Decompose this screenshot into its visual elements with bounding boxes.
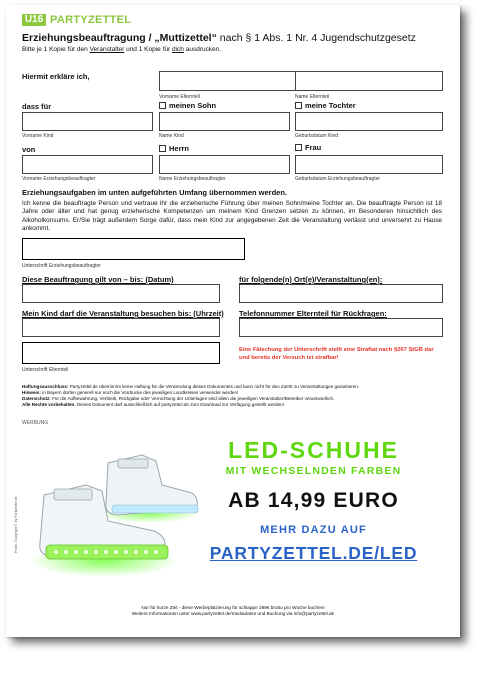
legal-disclaimer: Haftungsausschluss: Partyzettel.de übernimmt keine Haftung für die Verwendung dieses Dokumentes und kann nicht für den Zutritt zu Veranstaltungen garantieren. [22, 384, 360, 389]
document-page [6, 5, 460, 637]
ad-price: AB 14,99 EURO [228, 489, 399, 512]
photo-credit: Photo: Copyright © by Partyzettel.de [14, 496, 18, 553]
guardian-firstname-field[interactable] [22, 155, 153, 174]
child-lastname-field[interactable] [159, 112, 290, 131]
logo-badge: U16 [22, 14, 46, 26]
parent-lastname-caption: Name Elternteil [295, 94, 330, 100]
visit-until-field[interactable] [22, 318, 220, 337]
son-checkbox[interactable] [159, 102, 166, 109]
phone-field[interactable] [239, 318, 443, 337]
logo-text: PARTYZETTEL [50, 14, 132, 26]
ad-url-link[interactable]: PARTYZETTEL.DE/LED [209, 543, 418, 563]
parent-firstname-field[interactable] [159, 71, 298, 91]
validity-label: Diese Beauftragung gilt von – bis: (Datum) [22, 275, 174, 284]
validity-field[interactable] [22, 284, 220, 303]
duties-heading: Erziehungsaufgaben im unten aufgeführten Umfang übernommen werden. [22, 188, 288, 197]
guardian-signature-field[interactable] [22, 238, 245, 260]
legal-hint: Hinweis: in Bayern dürfen generell nur noch die Vordrucke des jeweiligen Landkreises verwendet werden! [22, 390, 239, 396]
guardian-lastname-field[interactable] [159, 155, 290, 174]
location-field[interactable] [239, 284, 443, 303]
parent-signature-caption: Unterschrift Elternteil [22, 367, 69, 373]
footer-line-2[interactable]: Weitere Informationen unter www.partyzettel.de/mediadaten und Buchung via info@partyzettel.de [131, 611, 335, 617]
ad-label: WERBUNG [22, 420, 49, 426]
legal-privacy: Datenschutz: Für die Aufbewahrung, Verbleib, Rückgabe oder Vernichtung der Unterlagen sind allein die jeweiligen Veranstalter/Betreiber verantwortlich. [22, 396, 335, 402]
page-title: Erziehungsbeauftragung / „Muttizettel“ nach § 1 Abs. 1 Nr. 4 Jugendschutzgesetz [22, 32, 416, 44]
legal-rights: Alle Rechte vorbehalten. Dieses Dokument darf ausschließlich auf partyzettel.de zum Download zur Verfügung gestellt werden! [22, 402, 284, 408]
ad-more: MEHR DAZU AUF [260, 524, 367, 536]
guardian-lastname-caption: Name Erziehungsbeauftragter [159, 176, 226, 182]
legal-notes [22, 384, 452, 408]
guardian-birthdate-field[interactable] [295, 155, 443, 174]
page-subtitle: Bitte je 1 Kopie für den Veranstalter und 1 Kopie für dich ausdrucken. [22, 46, 222, 53]
parent-signature-field[interactable] [22, 342, 220, 364]
child-birthdate-field[interactable] [295, 112, 443, 131]
frau-label: Frau [305, 143, 322, 152]
daughter-label: meine Tochter [305, 101, 356, 110]
footer-line-1: Nur für kurze Zeit - diese Werbeplatzierung für schlappe 299€ brutto pro Woche buchen! [141, 605, 325, 610]
footer-notes [22, 605, 444, 617]
ad-headline: LED-SCHUHE [228, 437, 399, 463]
led-shoes-image [30, 433, 206, 581]
herrn-checkbox[interactable] [159, 145, 166, 152]
child-firstname-caption: Vorname Kind [22, 133, 54, 139]
parent-lastname-field[interactable] [295, 71, 443, 91]
visit-until-label: Mein Kind darf die Veranstaltung besuchen bis: (Uhrzeit) [22, 309, 224, 318]
back-shoe-icon [96, 455, 200, 523]
herrn-label: Herrn [169, 144, 190, 153]
guardian-signature-caption: Unterschrift Erziehungsbeauftragter [22, 263, 101, 269]
location-label: für folgende(n) Ort(e)/Veranstaltung(en): [239, 275, 383, 284]
ad-subline: MIT WECHSELNDEN FARBEN [225, 465, 402, 477]
von-label: von [22, 145, 36, 154]
guardian-firstname-caption: Vorname Erziehungsbeauftragter [22, 176, 96, 182]
forgery-warning: Eine Fälschung der Unterschrift stellt eine Straftat nach §267 StGB dar und bereits der Versuch ist strafbar! [239, 347, 434, 361]
child-lastname-caption: Name Kind [159, 133, 184, 139]
parent-firstname-caption: Vorname Elternteil [159, 94, 200, 100]
declaration-paragraph: Ich kenne die beauftragte Person und vertraue ihr die erzieherische Führung über meinen Sohn/meine Tochter an. Die beauftragte Person ist 18 Jahre oder älter und hat genug erzieherische Kompetenzen um meinem Kind Grenzen setzen zu können, im Besonderen hinsichtlich des Alkoholkonsums. Er/Sie trägt außerdem Sorge dafür, dass mein Kind zur angegebenen Zeit die Veranstaltung verlässt und unversehrt zu Hause ankommt. [22, 200, 442, 233]
phone-label: Telefonnummer Elternteil für Rückfragen: [239, 309, 387, 318]
frau-checkbox[interactable] [295, 144, 302, 151]
child-birthdate-caption: Geburtsdatum Kind [295, 133, 339, 139]
intro-label: Hiermit erkläre ich, [22, 72, 90, 81]
son-label: meinen Sohn [169, 101, 217, 110]
dass-fuer-label: dass für [22, 102, 52, 111]
child-firstname-field[interactable] [22, 112, 153, 131]
guardian-birthdate-caption: Geburtsdatum Erziehungsbeauftragter [295, 176, 381, 182]
daughter-checkbox[interactable] [295, 102, 302, 109]
